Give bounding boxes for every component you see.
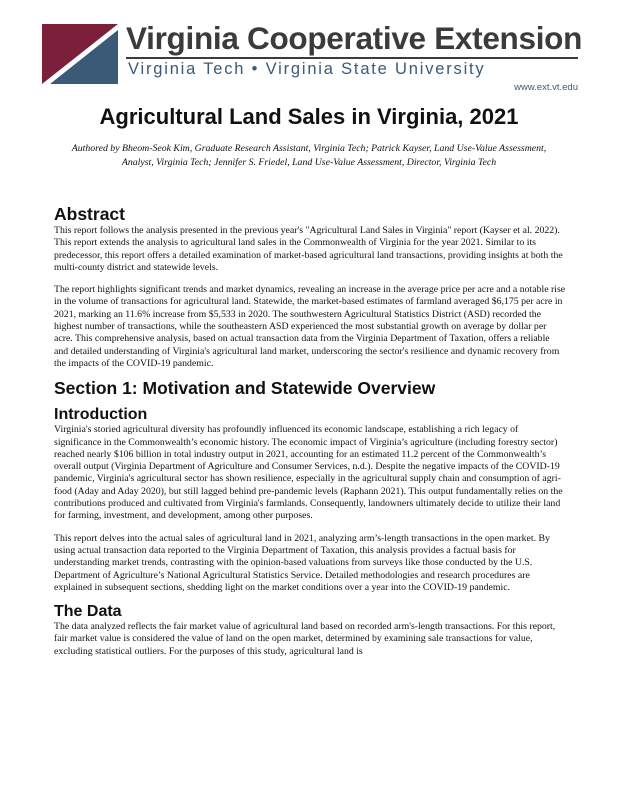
document-body [54,204,566,658]
abstract-heading: Abstract [54,204,125,224]
introduction-paragraph-1: Virginia's storied agricultural diversity has profoundly influenced its economic landscape, establishing a rich legacy of significance in the Commonwealth’s economic history. The economic impact of Virginia’s agriculture (including forestry sector) reached nearly $106 billion in total industry output in 2021, accounting for an estimated 11.2 percent of the Commonwealth’s overall output (Virginia Department of Agriculture and Consumer Services, n.d.). Despite the negative impacts of the COVID-19 pandemic, Virginia's agricultural sector has shown resilience, especially in the agricultural supply chain and consumption of agri-food (Aday and Aday 2020), but still lagged behind pre-pandemic levels (Raphann 2021). This output fundamentally relies on the contributions produced and cultivated from Virginia's farmlands. Consequently, landowners ultimately decide to utilize their land for farming, investment, and development, among other purposes. [54,424,563,522]
brand-title: Virginia Cooperative Extension [126,20,583,56]
introduction-paragraph-2: This report delves into the actual sales of agricultural land in 2021, analyzing arm’s-length transactions in the open market. By using actual transaction data reported to the Virginia Department of Taxation, this analysis provides a factual basis for understanding market trends, contrasting with the opinion-based valuations from surveys like those conducted by the U.S. Department of Agriculture’s National Agricultural Statistics Service. Detailed methodologies and research procedures are explained in subsequent sections, shedding light on the market conditions over a year into the COVID-19 pandemic. [54,532,550,593]
document-title: Agricultural Land Sales in Virginia, 2021 [99,104,519,129]
section-1-heading: Section 1: Motivation and Statewide Overview [54,378,436,399]
brand-divider [126,57,578,59]
author-line: Authored by Bheom-Seok Kim, Graduate Research Assistant, Virginia Tech; Patrick Kayser, Land Use-Value Assessment, Analyst, Virginia Tech; Jennifer S. Friedel, Land Use-Value Assessment, Director, Virginia Tech [71,143,547,168]
data-heading: The Data [54,603,122,621]
brand-subtitle: Virginia Tech • Virginia State University [128,60,486,78]
abstract-paragraph-2: The report highlights significant trends and market dynamics, revealing an increase in the average price per acre and a notable rise in the volume of transactions for agricultural land. Statewide, the market-based estimates of farmland averaged $6,175 per acre in 2021, marking an 11.6% increase from $5,533 in 2020. The southwestern Agricultural Statistics District (ASD) recorded the highest number of transactions, while the southeastern ASD experienced the most substantial growth on average by dollar per acre. This comprehensive analysis, based on actual transaction data from the Virginia Department of Taxation, offers a reliable and detailed understanding of Virginia's agricultural land market, underscoring the sector's resilience and dynamic recovery from the impacts of the COVID-19 pandemic. [54,284,566,369]
data-paragraph: The data analyzed reflects the fair market value of agricultural land based on recorded arm's-length transactions. For this report, fair market value is considered the value of land on the open market, determined by examining sale transactions for value, excluding statistical outliers. For the purposes of this study, agricultural land is [54,621,556,657]
vce-logo-icon [42,24,118,84]
introduction-heading: Introduction [54,406,148,424]
brand-url: www.ext.vt.edu [514,82,578,93]
vce-header [42,20,583,93]
abstract-paragraph-1: This report follows the analysis presented in the previous year's "Agricultural Land Sales in Virginia" report (Kayser et al. 2022). This report extends the analysis to agricultural land sales in the Commonwealth of Virginia for the year 2021. Similar to its predecessor, this report offers a detailed examination of market-based agricultural land transactions, providing insights at both the multi-county district and statewide levels. [54,225,563,273]
